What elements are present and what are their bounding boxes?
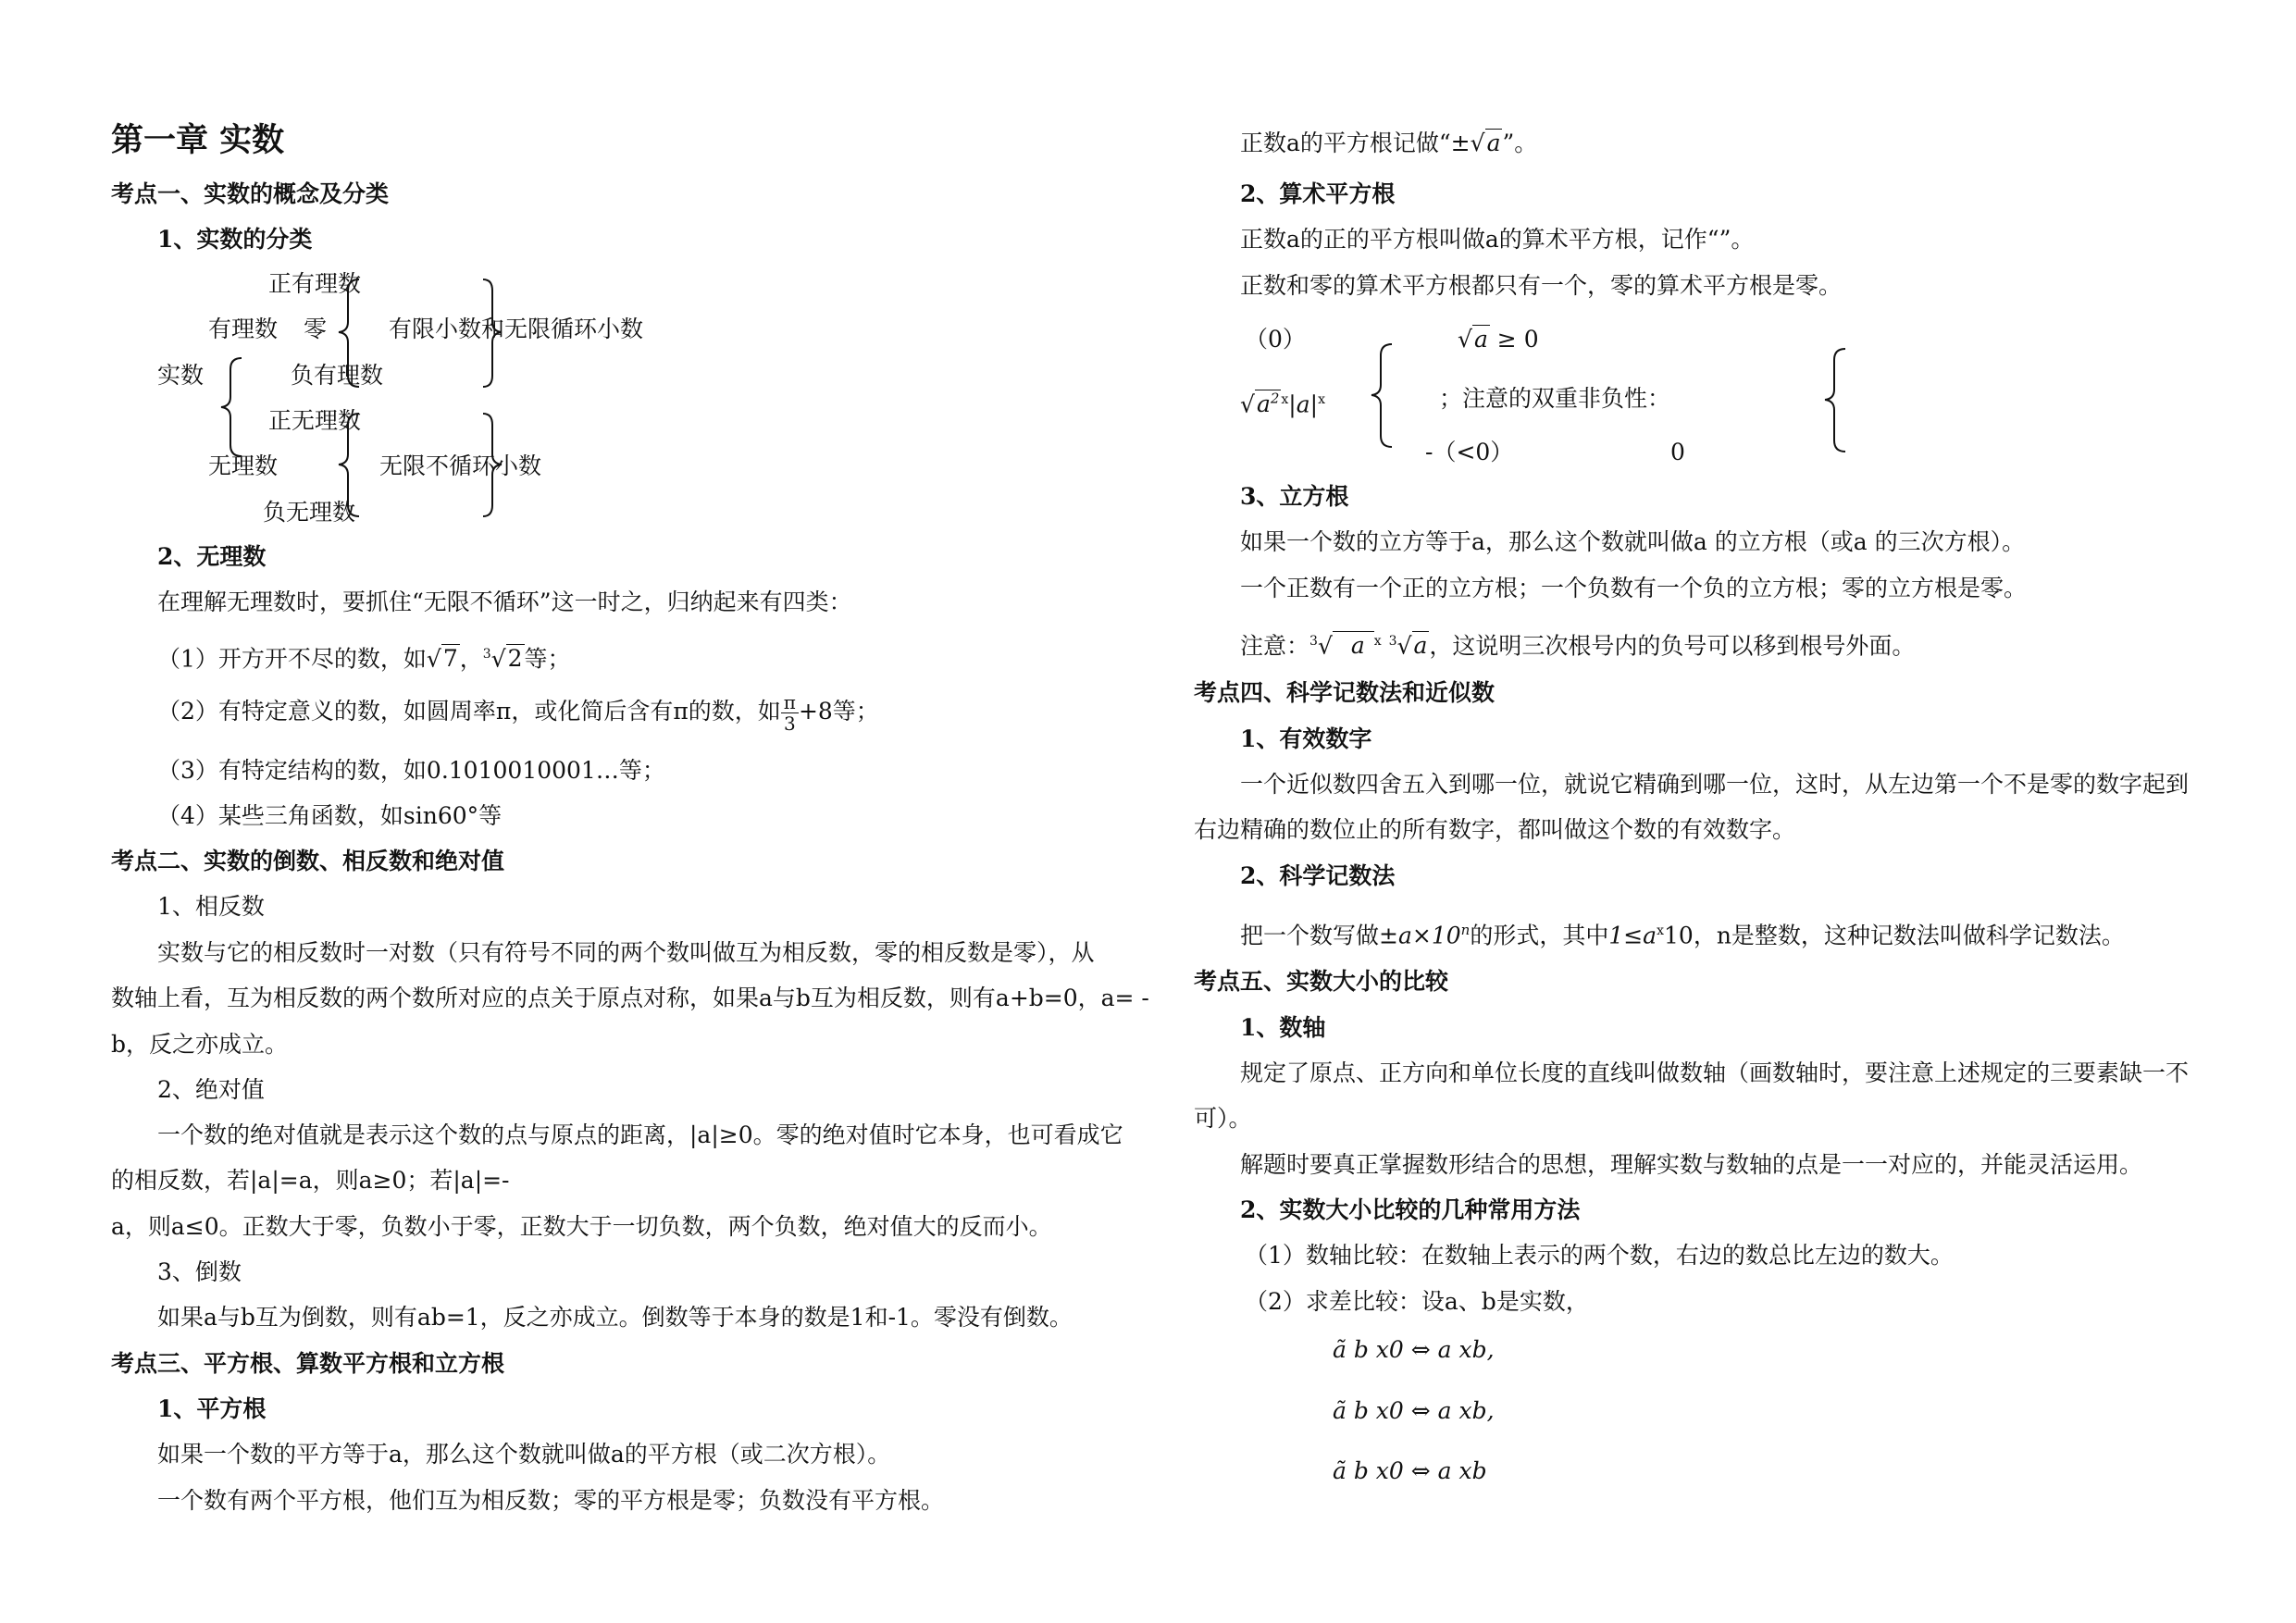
- paragraph: 注意：$^3$√ a $^ⅹ$ $^3$√a，这说明三次根号内的负号可以移到根号外面。: [1240, 632, 1916, 660]
- subsection-title: 1、平方根: [157, 1395, 267, 1422]
- tree-label-pos-rational: 正有理数: [268, 270, 362, 297]
- formula-text: （0）: [1245, 326, 1306, 353]
- paragraph: 在理解无理数时，要抓住“无限不循环”这一时之，归纳起来有四类：: [157, 588, 852, 615]
- formula-text: -（<0）: [1425, 439, 1514, 465]
- section-title-k1: 考点一、实数的概念及分类: [111, 180, 390, 207]
- brace-real: [217, 356, 245, 458]
- formula-text: ；注意的双重非负性：: [1439, 385, 1671, 412]
- subsection-title: 2、科学记数法: [1240, 862, 1396, 889]
- subsection-title: 3、倒数: [157, 1258, 242, 1285]
- paragraph: a，则a≤0。正数大于零，负数小于零，正数大于一切负数，两个负数，绝对值大的反而小。: [111, 1213, 1052, 1240]
- paragraph: 正数a的平方根记做“±√a”。: [1240, 130, 1538, 156]
- comparison-formula-2: ã b ⅹ0 ⇔ a ⅹb,: [1333, 1397, 1495, 1424]
- list-item-3: （3）有特定结构的数，如0.1010010001…等；: [157, 757, 665, 784]
- tree-label-finite-decimal: 有限小数和无限循环小数: [389, 316, 644, 342]
- subsection-title: 1、实数的分类: [157, 226, 313, 253]
- paragraph: 如果一个数的立方等于a，那么这个数就叫做a 的立方根（或a 的三次方根）。: [1240, 528, 2026, 555]
- paragraph: 规定了原点、正方向和单位长度的直线叫做数轴（画数轴时，要注意上述规定的三要素缺一不: [1240, 1059, 2190, 1086]
- tree-label-pos-irrational: 正无理数: [268, 407, 362, 434]
- paragraph: 正数和零的算术平方根都只有一个，零的算术平方根是零。: [1240, 272, 1843, 299]
- paragraph: 一个数的绝对值就是表示这个数的点与原点的距离，|a|≥0。零的绝对值时它本身，也可看成它: [157, 1121, 1123, 1148]
- paragraph: 的相反数，若|a|=a，则a≥0；若|a|=-: [111, 1167, 510, 1194]
- brace-irrational: [335, 412, 363, 518]
- comparison-formula-3: ã b ⅹ0 ⇔ a ⅹb: [1333, 1457, 1487, 1484]
- subsection-title: 1、相反数: [157, 893, 265, 920]
- section-title-k2: 考点二、实数的倒数、相反数和绝对值: [111, 848, 505, 874]
- brace-rational: [335, 278, 363, 389]
- subsection-title: 2、绝对值: [157, 1076, 265, 1103]
- tree-label-real: 实数: [157, 362, 205, 389]
- subsection-title: 1、有效数字: [1240, 725, 1372, 752]
- paragraph: 右边精确的数位止的所有数字，都叫做这个数的有效数字。: [1194, 816, 1796, 843]
- formula-text: $√a^2$ $^ⅹ|a|^ⅹ$: [1240, 390, 1325, 418]
- paragraph: 一个近似数四舍五入到哪一位，就说它精确到哪一位，这时，从左边第一个不是零的数字起到: [1240, 771, 2190, 798]
- list-item-4: （4）某些三角函数，如sin60°等: [157, 802, 503, 829]
- paragraph: 实数与它的相反数时一对数（只有符号不同的两个数叫做互为相反数，零的相反数是零），从: [157, 939, 1095, 966]
- list-item-2: （2）求差比较：设a、b是实数，: [1245, 1288, 1589, 1315]
- tree-label-irrational: 无理数: [208, 452, 279, 479]
- fraction: $\frac{\pi}{3}$: [781, 692, 799, 734]
- list-item-2: （2）有特定意义的数，如圆周率π，或化简后含有π的数，如 $\frac{\pi}{3}$ +8等；: [157, 691, 879, 735]
- comparison-formula-1: ã b ⅹ0 ⇔ a ⅹb,: [1333, 1336, 1495, 1363]
- tree-label-neg-irrational: 负无理数: [263, 499, 356, 526]
- paragraph: 一个数有两个平方根，他们互为相反数；零的平方根是零；负数没有平方根。: [157, 1487, 945, 1514]
- tree-label-neg-rational: 负有理数: [291, 362, 384, 389]
- formula-text: √a ≥ 0: [1458, 326, 1539, 353]
- section-title-k4: 考点四、科学记数法和近似数: [1194, 679, 1496, 706]
- subsection-title: 2、无理数: [157, 543, 267, 570]
- subsection-title: 3、立方根: [1240, 483, 1349, 510]
- paragraph: 一个正数有一个正的立方根；一个负数有一个负的立方根；零的立方根是零。: [1240, 575, 2028, 601]
- paragraph: 正数a的正的平方根叫做a的算术平方根，记作“”。: [1240, 226, 1755, 253]
- brace-infinite-decimal: [481, 412, 503, 518]
- paragraph: 把一个数写做$\pm a\times 10^n$的形式，其中$1\le a^ⅹ10$，n是整数，这种记数法叫做科学记数法。: [1240, 922, 2125, 949]
- section-title-k5: 考点五、实数大小的比较: [1194, 968, 1449, 995]
- tree-label-zero: 零: [304, 316, 328, 342]
- chapter-title: 第一章 实数: [111, 121, 285, 159]
- brace-finite-decimal: [481, 278, 503, 389]
- subsection-title: 2、算术平方根: [1240, 180, 1396, 207]
- tree-label-infinite-decimal: 无限不循环小数: [379, 452, 542, 479]
- formula-text: 0: [1670, 439, 1685, 465]
- paragraph: 数轴上看，互为相反数的两个数所对应的点关于原点对称，如果a与b互为相反数，则有a+b=0，a= -: [111, 985, 1149, 1011]
- paragraph: b，反之亦成立。: [111, 1031, 289, 1058]
- paragraph: 如果一个数的平方等于a，那么这个数就叫做a的平方根（或二次方根）。: [157, 1441, 891, 1468]
- brace-right: [1821, 347, 1849, 453]
- paragraph: 如果a与b互为倒数，则有ab=1，反之亦成立。倒数等于本身的数是1和-1。零没有倒数。: [157, 1304, 1073, 1331]
- subsection-title: 2、实数大小比较的几种常用方法: [1240, 1196, 1581, 1223]
- paragraph: 可）。: [1194, 1105, 1252, 1132]
- list-item-1: （1）开方开不尽的数，如√7，$^3$√2等；: [157, 645, 571, 673]
- subsection-title: 1、数轴: [1240, 1014, 1326, 1041]
- brace-left: [1368, 342, 1396, 449]
- tree-label-rational: 有理数: [208, 316, 279, 342]
- section-title-k3: 考点三、平方根、算数平方根和立方根: [111, 1350, 505, 1377]
- list-item-1: （1）数轴比较：在数轴上表示的两个数，右边的数总比左边的数大。: [1245, 1242, 1954, 1269]
- paragraph: 解题时要真正掌握数形结合的思想，理解实数与数轴的点是一一对应的，并能灵活运用。: [1240, 1151, 2143, 1178]
